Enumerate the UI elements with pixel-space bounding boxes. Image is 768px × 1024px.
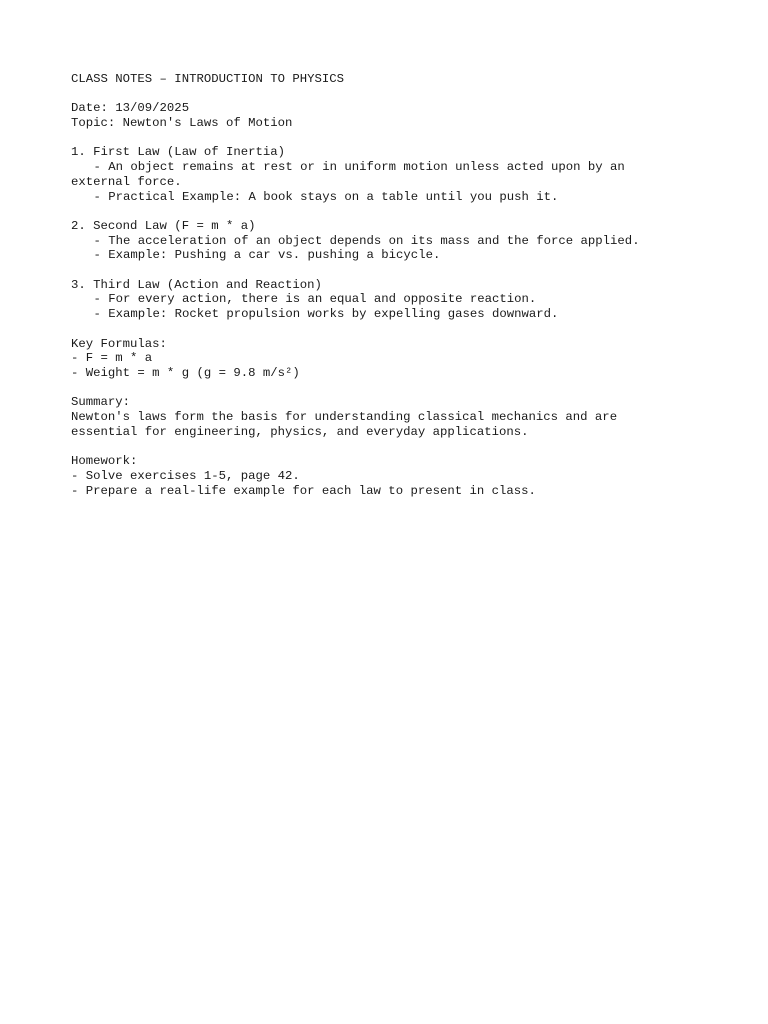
law-point: - For every action, there is an equal and opposite reaction.: [93, 292, 537, 307]
law-point: - The acceleration of an object depends on its mass and the force applied.: [93, 233, 640, 248]
summary-heading: Summary:: [71, 395, 131, 410]
document-page: [71, 72, 751, 498]
spacer: [71, 204, 751, 219]
law-example: - Example: Rocket propulsion works by expelling gases downward.: [93, 307, 559, 322]
date-line: Date: 13/09/2025: [71, 101, 190, 116]
homework-section: [71, 454, 751, 498]
homework-heading: Homework:: [71, 454, 138, 469]
topic-line: Topic: Newton's Laws of Motion: [71, 116, 293, 131]
law-heading: 1. First Law (Law of Inertia): [71, 145, 286, 160]
formulas-section: [71, 337, 751, 381]
spacer: [71, 322, 751, 337]
spacer: [71, 87, 751, 102]
formula-item: - F = m * a: [71, 351, 153, 366]
law-heading: 2. Second Law (F = m * a): [71, 218, 256, 233]
spacer: [71, 439, 751, 454]
summary-text: Newton's laws form the basis for understanding classical mechanics and are: [71, 410, 618, 425]
spacer: [71, 263, 751, 278]
summary-text: essential for engineering, physics, and everyday applications.: [71, 424, 529, 439]
formula-item: - Weight = m * g (g = 9.8 m/s²): [71, 365, 300, 380]
summary-section: [71, 395, 751, 439]
spacer: [71, 381, 751, 396]
law-section-third: [71, 278, 751, 322]
law-example: - Practical Example: A book stays on a table until you push it.: [93, 189, 559, 204]
law-heading: 3. Third Law (Action and Reaction): [71, 277, 322, 292]
law-example: - Example: Pushing a car vs. pushing a bicycle.: [93, 248, 441, 263]
homework-item: - Prepare a real-life example for each law to present in class.: [71, 483, 536, 498]
homework-item: - Solve exercises 1-5, page 42.: [71, 468, 300, 483]
document-title: CLASS NOTES – INTRODUCTION TO PHYSICS: [71, 72, 345, 86]
law-section-second: [71, 219, 751, 263]
formulas-heading: Key Formulas:: [71, 336, 167, 351]
law-point-continuation: external force.: [71, 174, 182, 189]
law-section-first: [71, 145, 751, 204]
spacer: [71, 131, 751, 146]
law-point: - An object remains at rest or in uniform motion unless acted upon by an: [93, 160, 625, 175]
